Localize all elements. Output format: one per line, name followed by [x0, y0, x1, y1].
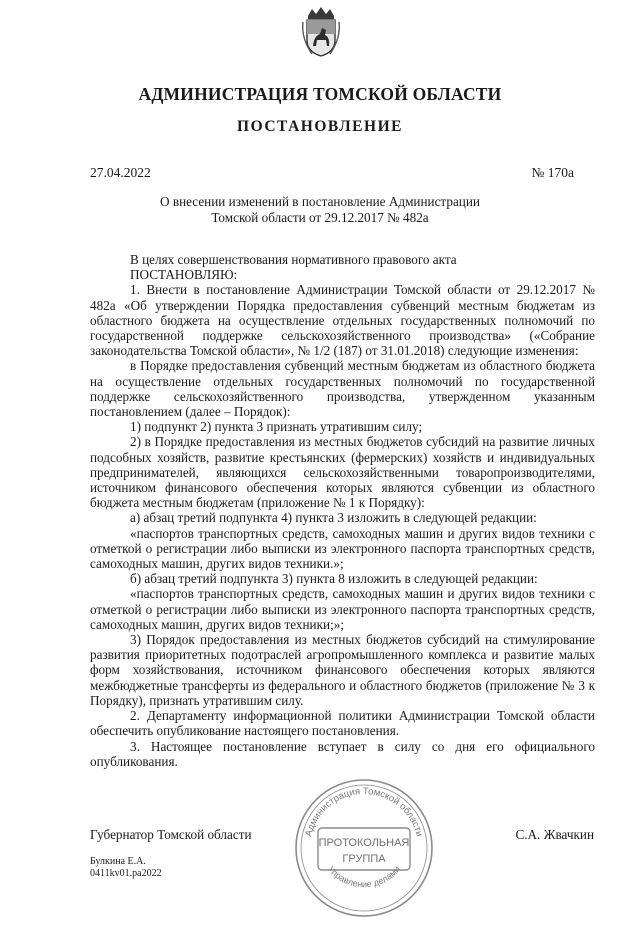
stamp-center-line-2: ГРУППА [342, 853, 386, 865]
paragraph: 2. Департаменту информационной политики Администрации Томской области обеспечить опубликование настоящего постановления. [90, 708, 595, 739]
paragraph: 2) в Порядке предоставления из местных бюджетов субсидий на развитие личных подсобных хозяйств, развитие крестьянских (фермерских) хозяйств и индивидуальных предпринимателей, являющихся сельскохозяйственными товаропроизводителями, источником финансового обеспечения которых являются субвенции из областного бюджета местным бюджетам (приложение № 1 к Порядку): [90, 434, 595, 511]
organization-title: АДМИНИСТРАЦИЯ ТОМСКОЙ ОБЛАСТИ [138, 84, 502, 104]
document-subject [0, 194, 640, 226]
signatory-title: Губернатор Томской области [90, 827, 252, 842]
purpose-line: В целях совершенствования нормативного правового акта [130, 252, 457, 267]
paragraph: 1. Внести в постановление Администрации Томской области от 29.12.2017 № 482а «Об утверждении Порядка предоставления субвенций местным бюджетам из областного бюджета на осуществление отдельных государственных полномочий по государственной поддержке сельскохозяйственного производства» («Собрание законодательства Томской области», № 1/2 (187) от 31.01.2018) следующие изменения: [90, 282, 595, 359]
subject-line-1: О внесении изменений в постановление Администрации [160, 194, 480, 209]
official-stamp [288, 772, 440, 924]
paragraph: а) абзац третий подпункта 4) пункта 3 изложить в следующей редакции: [130, 510, 537, 526]
paragraph: 1) подпункт 2) пункта 3 признать утратившим силу; [130, 419, 423, 435]
signatory-name: С.А. Жвачкин [515, 827, 594, 842]
paragraph: в Порядке предоставления субвенций местным бюджетам из областного бюджета на осуществление отдельных государственных полномочий по государственной поддержке сельскохозяйственного производства, утвержденном указанным постановлением (далее – Порядок): [90, 358, 595, 420]
stamp-center-line-1: ПРОТОКОЛЬНАЯ [318, 837, 410, 849]
paragraph: 3. Настоящее постановление вступает в силу со дня его официального опубликования. [90, 738, 595, 769]
executor-code: 0411kv01.pa2022 [90, 868, 162, 879]
document-type: ПОСТАНОВЛЕНИЕ [237, 118, 403, 135]
document-number: № 170а [531, 165, 574, 180]
executor-name: Булкина Е.А. [90, 856, 146, 867]
paragraph: «паспортов транспортных средств, самоходных машин и других видов техники с отметкой о регистрации либо выписки из электронного паспорта транспортных средств, самоходных машин, других видов техники.»; [90, 525, 595, 572]
resolve-line: ПОСТАНОВЛЯЮ: [130, 267, 238, 283]
coat-of-arms-icon [300, 6, 342, 58]
stamp-outer-text: Администрация Томской области [303, 785, 425, 838]
executor-info [90, 856, 162, 880]
paragraph: б) абзац третий подпункта 3) пункта 8 изложить в следующей редакции: [130, 571, 538, 587]
subject-line-2: Томской области от 29.12.2017 № 482а [211, 210, 429, 225]
document-body [90, 252, 595, 769]
paragraph: 3) Порядок предоставления из местных бюджетов субсидий на стимулирование развития приоритетных подотраслей агропромышленного комплекса и развитие малых форм хозяйствования, источником финансового обеспечения которых являются межбюджетные трансферты из федерального и областного бюджетов (приложение № 3 к Порядку), признать утратившим силу. [90, 632, 595, 708]
paragraph: «паспортов транспортных средств, самоходных машин и других видов техники с отметкой о регистрации либо выписки из электронного паспорта транспортных средств, самоходных машин, других видов техники;»; [90, 586, 595, 632]
document-date: 27.04.2022 [90, 165, 151, 180]
stamp-bottom-text: Управление делами [325, 864, 403, 890]
